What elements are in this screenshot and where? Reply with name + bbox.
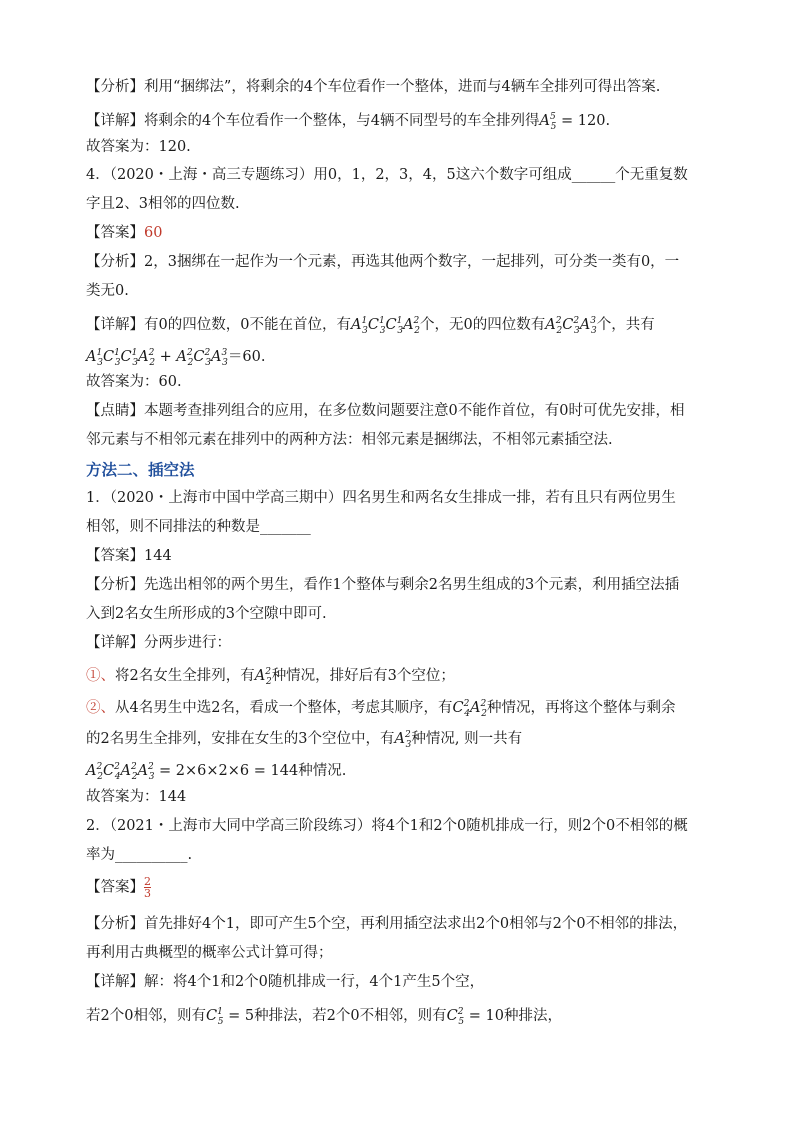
p4-stem-1: 4．（2020・上海・高三专题练习）用0，1，2，3，4，5这六个数字可组成______个无重复数 <box>86 167 688 183</box>
q1-step-2-cont: 的2名男生全排列，安排在女生的3个空位中，有$A^2_3$种情况, 则一共有 <box>86 730 523 750</box>
p4-conclusion: 故答案为：60. <box>86 374 182 390</box>
q2-stem-1: 2．（2021・上海市大同中学高三阶段练习）将4个1和2个0随机排成一行，则2个0不相邻的概 <box>86 818 688 834</box>
analysis-tag: 【分析】 <box>86 254 144 270</box>
p3-formula-eq: = 120 <box>556 112 606 129</box>
q1-formula-total: $A^2_2C^2_4A^2_2A^2_3$ <box>86 762 155 782</box>
analysis-tag: 【分析】 <box>86 577 144 593</box>
q2-answer-numerator: 2 <box>144 875 151 888</box>
q1-conclusion: 故答案为：144 <box>86 789 187 805</box>
q1-analysis-line-1: 【分析】先选出相邻的两个男生，看作1个整体与剩余2名男生组成的3个元素，利用插空法插 <box>86 577 680 593</box>
q1-stem-1: 1．（2020・上海市中国中学高三期中）四名男生和两名女生排成一排，若有且只有两位男生 <box>86 490 676 506</box>
p4-detail-line-2: $A^1_3C^1_3C^1_3A^2_2 + A^2_2C^2_3A^3_3=60$. <box>86 348 266 368</box>
p4-formula-1: $A^1_3C^1_3C^1_3A^2_2$ <box>350 316 421 336</box>
q2-formula-2: $C^2_5$ <box>446 1007 465 1027</box>
q2-detail-line-1: 【详解】解：将4个1和2个0随机排成一行，4个1产生5个空， <box>86 974 485 990</box>
p3-formula: $A^5_5$ <box>539 112 557 132</box>
q2-answer-fraction <box>144 876 151 899</box>
step2-marker: ②、 <box>86 699 115 716</box>
p4-answer: 60 <box>144 225 163 241</box>
p4-detail-line-1: 【详解】有0的四位数，0不能在首位，有$A^1_3C^1_3C^1_3A^2_2$个，无0的四位数有$A^2_2C^2_3A^3_3$个，共有 <box>86 316 655 336</box>
analysis-tag: 【分析】 <box>86 79 144 95</box>
p4-answer-line <box>86 222 162 244</box>
q1-detail-line: 【详解】分两步进行： <box>86 635 231 651</box>
answer-tag: 【答案】 <box>86 879 144 896</box>
q2-stem-2: 率为__________. <box>86 847 193 863</box>
p4-formula-3: $A^1_3C^1_3C^1_3A^2_2 + A^2_2C^2_3A^3_3$ <box>86 348 228 368</box>
q1-stem-2: 相邻，则不同排法的种数是_______ <box>86 519 311 535</box>
answer-tag: 【答案】 <box>86 548 144 564</box>
q1-formula-3: $A^2_3$ <box>394 730 412 750</box>
detail-tag: 【详解】 <box>86 316 144 333</box>
p4-comment-2: 邻元素与不相邻元素在排列中的两种方法：相邻元素是捆绑法，不相邻元素插空法. <box>86 432 613 448</box>
p4-comment-line-1: 【点睛】本题考查排列组合的应用，在多位数问题要注意0不能作首位，有0时可优先安排，相 <box>86 403 685 419</box>
analysis-tag: 【分析】 <box>86 916 144 932</box>
p3-detail-text: 将剩余的4个车位看作一个整体，与4辆不同型号的车全排列得 <box>144 112 540 129</box>
p3-conclusion: 故答案为：120. <box>86 139 191 155</box>
p4-analysis-line-1 <box>86 251 679 273</box>
p4-formula-2: $A^2_2C^2_3A^3_3$ <box>545 316 597 336</box>
q2-analysis-2: 再利用古典概型的概率公式计算可得； <box>86 945 333 961</box>
q1-answer: 144 <box>144 548 172 564</box>
q2-detail-line-2: 若2个0相邻，则有$C^1_5 = 5$种排法，若2个0不相邻，则有$C^2_5 = 10$种排法， <box>86 1007 562 1027</box>
p4-analysis-1: 2，3捆绑在一起作为一个元素，再选其他两个数字，一起排列，可分类一类有0，一 <box>144 254 680 270</box>
detail-tag: 【详解】 <box>86 635 144 651</box>
p4-analysis-2: 类无0. <box>86 283 129 299</box>
q2-answer-denominator: 3 <box>144 887 151 900</box>
p3-analysis-text: 利用“捆绑法”，将剩余的4个车位看作一个整体，进而与4辆车全排列可得出答案. <box>144 79 661 95</box>
answer-tag: 【答案】 <box>86 225 144 241</box>
detail-tag: 【详解】 <box>86 974 144 990</box>
step1-marker: ①、 <box>86 667 115 684</box>
q1-step-2: ②、从4名男生中选2名，看成一个整体，考虑其顺序，有$C^2_4A^2_2$种情况，再将这个整体与剩余 <box>86 699 676 719</box>
p3-analysis-line <box>86 76 660 98</box>
p3-detail-line: 【详解】将剩余的4个车位看作一个整体，与4辆不同型号的车全排列得$A^5_5 = 120$. <box>86 112 611 132</box>
q1-analysis-2: 入到2名女生所形成的3个空隙中即可. <box>86 606 327 622</box>
q2-formula-1: $C^1_5$ <box>205 1007 224 1027</box>
detail-tag: 【详解】 <box>86 112 144 129</box>
q2-analysis-line-1: 【分析】首先排好4个1，即可产生5个空，再利用插空法求出2个0相邻与2个0不相邻的排法， <box>86 916 688 932</box>
q1-formula-2: $C^2_4A^2_2$ <box>452 699 487 719</box>
q1-formula-1: $A^2_2$ <box>254 667 272 687</box>
q2-answer-line <box>86 876 151 899</box>
q1-answer-line <box>86 545 172 567</box>
section-heading: 方法二、插空法 <box>86 460 195 479</box>
p4-stem-2: 字且2、3相邻的四位数. <box>86 196 240 212</box>
comment-tag: 【点睛】 <box>86 403 144 419</box>
q1-total: $A^2_2C^2_4A^2_2A^2_3 = 2\times 6\times 2\times 6 = 144$种情况. <box>86 762 347 782</box>
q1-step-1: ①、将2名女生全排列，有$A^2_2$种情况，排好后有3个空位； <box>86 667 455 687</box>
